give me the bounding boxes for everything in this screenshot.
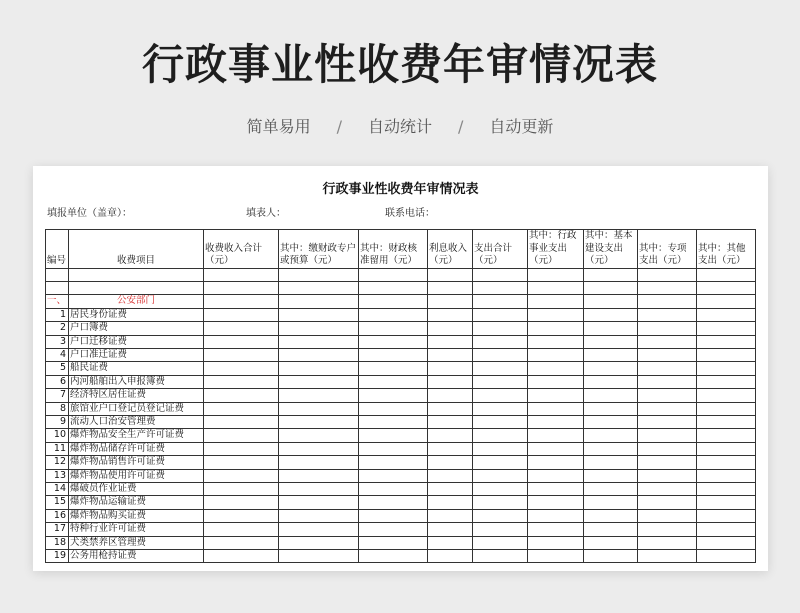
table-cell bbox=[638, 523, 697, 536]
table-cell bbox=[528, 496, 584, 509]
table-cell bbox=[697, 456, 756, 469]
table-row bbox=[46, 429, 756, 442]
table-cell bbox=[279, 429, 359, 442]
table-cell bbox=[359, 523, 428, 536]
feature-easy: 简单易用 bbox=[246, 117, 311, 136]
table-cell bbox=[473, 550, 528, 563]
table-cell bbox=[584, 536, 638, 549]
table-cell bbox=[638, 469, 697, 482]
table-cell bbox=[359, 415, 428, 428]
table-cell bbox=[279, 389, 359, 402]
table-cell bbox=[359, 268, 428, 281]
table-cell bbox=[428, 348, 473, 361]
table-row bbox=[46, 322, 756, 335]
table-cell bbox=[528, 375, 584, 388]
table-cell bbox=[359, 550, 428, 563]
table-row bbox=[46, 362, 756, 375]
table-row bbox=[46, 509, 756, 522]
table-cell bbox=[528, 335, 584, 348]
table-cell bbox=[279, 375, 359, 388]
table-cell bbox=[428, 509, 473, 522]
column-header: 其中：专项支出（元） bbox=[638, 230, 697, 269]
table-cell bbox=[204, 536, 279, 549]
column-header: 其中：其他支出（元） bbox=[697, 230, 756, 269]
table-cell bbox=[359, 375, 428, 388]
row-number: 11 bbox=[46, 442, 69, 455]
page-title: 行政事业性收费年审情况表 bbox=[141, 40, 658, 89]
section-number: 一、 bbox=[46, 295, 69, 308]
row-number: 1 bbox=[46, 308, 69, 321]
column-header: 收费项目 bbox=[69, 230, 204, 269]
table-row bbox=[46, 536, 756, 549]
table-cell bbox=[428, 442, 473, 455]
row-number: 2 bbox=[46, 322, 69, 335]
table-cell bbox=[528, 402, 584, 415]
table-cell bbox=[638, 509, 697, 522]
table-cell bbox=[528, 322, 584, 335]
table-cell bbox=[279, 335, 359, 348]
table-cell bbox=[204, 362, 279, 375]
table-cell bbox=[584, 496, 638, 509]
table-cell bbox=[697, 281, 756, 294]
table-row bbox=[46, 402, 756, 415]
table-cell bbox=[279, 295, 359, 308]
table-cell bbox=[697, 362, 756, 375]
separator: / bbox=[336, 117, 342, 136]
table-cell bbox=[638, 536, 697, 549]
table-row bbox=[46, 375, 756, 388]
table-cell bbox=[428, 536, 473, 549]
table-cell bbox=[697, 429, 756, 442]
table-cell bbox=[584, 469, 638, 482]
table-cell bbox=[528, 308, 584, 321]
table-cell bbox=[697, 482, 756, 495]
table-row bbox=[46, 308, 756, 321]
column-header: 编号 bbox=[46, 230, 69, 269]
table-cell bbox=[204, 295, 279, 308]
table-cell bbox=[697, 389, 756, 402]
table-cell bbox=[528, 268, 584, 281]
fee-item-name: 户口迁移证费 bbox=[69, 335, 204, 348]
table-cell bbox=[279, 281, 359, 294]
table-cell bbox=[473, 268, 528, 281]
table-cell bbox=[204, 496, 279, 509]
table-cell bbox=[204, 348, 279, 361]
table-cell bbox=[473, 322, 528, 335]
table-row bbox=[46, 496, 756, 509]
table-cell bbox=[428, 281, 473, 294]
table-cell bbox=[638, 308, 697, 321]
filler-label: 填表人： bbox=[246, 208, 286, 219]
table-cell bbox=[359, 536, 428, 549]
table-cell bbox=[279, 268, 359, 281]
table-cell bbox=[46, 281, 69, 294]
table-cell bbox=[584, 348, 638, 361]
fee-item-name: 船民证费 bbox=[69, 362, 204, 375]
table-cell bbox=[528, 295, 584, 308]
table-cell bbox=[428, 362, 473, 375]
blank-row bbox=[46, 281, 756, 294]
section-name: 公安部门 bbox=[69, 295, 204, 308]
table-cell bbox=[584, 402, 638, 415]
table-cell bbox=[584, 415, 638, 428]
table-cell bbox=[473, 482, 528, 495]
table-cell bbox=[359, 389, 428, 402]
table-cell bbox=[359, 509, 428, 522]
unit-label: 填报单位（盖章）： bbox=[47, 208, 132, 219]
table-cell bbox=[204, 550, 279, 563]
table-cell bbox=[204, 442, 279, 455]
table-cell bbox=[638, 482, 697, 495]
column-header: 其中：缴财政专户或预算（元） bbox=[279, 230, 359, 269]
fee-item-name: 经济特区居住证费 bbox=[69, 389, 204, 402]
fee-item-name: 户口准迁证费 bbox=[69, 348, 204, 361]
table-cell bbox=[473, 523, 528, 536]
table-row bbox=[46, 550, 756, 563]
fee-item-name: 爆炸物品使用许可证费 bbox=[69, 469, 204, 482]
separator: / bbox=[458, 117, 464, 136]
table-row bbox=[46, 335, 756, 348]
fee-item-name: 犬类禁养区管理费 bbox=[69, 536, 204, 549]
table-cell bbox=[584, 389, 638, 402]
table-row bbox=[46, 348, 756, 361]
table-cell bbox=[584, 362, 638, 375]
table-cell bbox=[473, 389, 528, 402]
table-cell bbox=[359, 469, 428, 482]
table-cell bbox=[584, 523, 638, 536]
table-cell bbox=[473, 429, 528, 442]
table-cell bbox=[638, 429, 697, 442]
table-cell bbox=[638, 281, 697, 294]
table-cell bbox=[528, 509, 584, 522]
fee-item-name: 内河船舶出入申报簿费 bbox=[69, 375, 204, 388]
table-cell bbox=[528, 523, 584, 536]
table-cell bbox=[204, 402, 279, 415]
table-cell bbox=[697, 523, 756, 536]
row-number: 16 bbox=[46, 509, 69, 522]
table-cell bbox=[473, 375, 528, 388]
table-cell bbox=[584, 509, 638, 522]
row-number: 13 bbox=[46, 469, 69, 482]
sheet-title: 行政事业性收费年审情况表 bbox=[322, 182, 479, 197]
table-cell bbox=[279, 442, 359, 455]
table-cell bbox=[473, 362, 528, 375]
table-cell bbox=[204, 268, 279, 281]
table-cell bbox=[638, 389, 697, 402]
table-cell bbox=[428, 308, 473, 321]
phone-label: 联系电话： bbox=[385, 208, 435, 219]
fee-item-name: 爆炸物品安全生产许可证费 bbox=[69, 429, 204, 442]
table-cell bbox=[584, 456, 638, 469]
table-cell bbox=[428, 523, 473, 536]
table-cell bbox=[584, 295, 638, 308]
table-row bbox=[46, 523, 756, 536]
table-cell bbox=[204, 415, 279, 428]
fee-item-name: 爆炸物品销售许可证费 bbox=[69, 456, 204, 469]
table-cell bbox=[473, 415, 528, 428]
table-cell bbox=[528, 429, 584, 442]
table-cell bbox=[638, 295, 697, 308]
fee-item-name: 爆破员作业证费 bbox=[69, 482, 204, 495]
table-cell bbox=[279, 456, 359, 469]
row-number: 18 bbox=[46, 536, 69, 549]
table-cell bbox=[204, 482, 279, 495]
table-cell bbox=[428, 456, 473, 469]
feature-tagline bbox=[0, 114, 800, 137]
table-cell bbox=[473, 536, 528, 549]
table-cell bbox=[473, 308, 528, 321]
table-cell bbox=[697, 442, 756, 455]
table-cell bbox=[204, 375, 279, 388]
row-number: 5 bbox=[46, 362, 69, 375]
table-cell bbox=[697, 469, 756, 482]
table-cell bbox=[204, 523, 279, 536]
table-cell bbox=[204, 335, 279, 348]
table-cell bbox=[279, 348, 359, 361]
fee-item-name: 户口簿费 bbox=[69, 322, 204, 335]
table-cell bbox=[204, 509, 279, 522]
table-cell bbox=[697, 348, 756, 361]
table-cell bbox=[69, 268, 204, 281]
table-cell bbox=[638, 496, 697, 509]
table-cell bbox=[204, 469, 279, 482]
table-cell bbox=[279, 496, 359, 509]
table-cell bbox=[473, 348, 528, 361]
table-cell bbox=[528, 362, 584, 375]
table-cell bbox=[204, 308, 279, 321]
column-header: 其中：行政事业支出（元） bbox=[528, 230, 584, 269]
table-cell bbox=[359, 429, 428, 442]
table-cell bbox=[473, 295, 528, 308]
table-cell bbox=[528, 469, 584, 482]
table-cell bbox=[473, 281, 528, 294]
table-cell bbox=[584, 375, 638, 388]
table-cell bbox=[359, 456, 428, 469]
table-cell bbox=[528, 415, 584, 428]
table-cell bbox=[473, 456, 528, 469]
fee-item-name: 爆炸物品运输证费 bbox=[69, 496, 204, 509]
row-number: 19 bbox=[46, 550, 69, 563]
table-cell bbox=[359, 308, 428, 321]
table-cell bbox=[428, 402, 473, 415]
table-cell bbox=[359, 295, 428, 308]
row-number: 10 bbox=[46, 429, 69, 442]
table-cell bbox=[204, 281, 279, 294]
table-cell bbox=[428, 429, 473, 442]
table-cell bbox=[638, 415, 697, 428]
table-cell bbox=[697, 375, 756, 388]
table-cell bbox=[638, 348, 697, 361]
table-cell bbox=[584, 442, 638, 455]
table-cell bbox=[638, 456, 697, 469]
table-cell bbox=[528, 389, 584, 402]
table-cell bbox=[279, 509, 359, 522]
table-cell bbox=[279, 362, 359, 375]
table-cell bbox=[697, 402, 756, 415]
table-cell bbox=[428, 482, 473, 495]
column-header: 利息收入（元） bbox=[428, 230, 473, 269]
table-cell bbox=[428, 496, 473, 509]
section-row bbox=[46, 295, 756, 308]
table-cell bbox=[204, 429, 279, 442]
table-cell bbox=[46, 268, 69, 281]
header-row bbox=[46, 230, 756, 269]
column-header: 支出合计（元） bbox=[473, 230, 528, 269]
table-cell bbox=[279, 415, 359, 428]
table-cell bbox=[279, 402, 359, 415]
table-cell bbox=[638, 362, 697, 375]
table-cell bbox=[584, 335, 638, 348]
table-cell bbox=[584, 482, 638, 495]
table-cell bbox=[428, 469, 473, 482]
fee-item-name: 公务用枪持证费 bbox=[69, 550, 204, 563]
table-cell bbox=[279, 482, 359, 495]
table-cell bbox=[528, 536, 584, 549]
table-cell bbox=[359, 281, 428, 294]
table-row bbox=[46, 415, 756, 428]
fee-item-name: 特种行业许可证费 bbox=[69, 523, 204, 536]
row-number: 8 bbox=[46, 402, 69, 415]
table-cell bbox=[697, 268, 756, 281]
row-number: 17 bbox=[46, 523, 69, 536]
table-cell bbox=[584, 268, 638, 281]
table-cell bbox=[528, 348, 584, 361]
column-header: 其中：财政核准留用（元） bbox=[359, 230, 428, 269]
table-cell bbox=[473, 469, 528, 482]
table-cell bbox=[204, 456, 279, 469]
feature-auto-update: 自动更新 bbox=[489, 117, 554, 136]
table-cell bbox=[528, 281, 584, 294]
table-row bbox=[46, 456, 756, 469]
table-cell bbox=[697, 509, 756, 522]
row-number: 6 bbox=[46, 375, 69, 388]
table-cell bbox=[204, 322, 279, 335]
table-row bbox=[46, 482, 756, 495]
table-cell bbox=[584, 550, 638, 563]
table-cell bbox=[638, 268, 697, 281]
table-cell bbox=[473, 496, 528, 509]
fee-item-name: 居民身份证费 bbox=[69, 308, 204, 321]
table-cell bbox=[204, 389, 279, 402]
table-row bbox=[46, 442, 756, 455]
table-cell bbox=[697, 496, 756, 509]
table-cell bbox=[697, 308, 756, 321]
table-cell bbox=[638, 335, 697, 348]
column-header: 收费收入合计（元） bbox=[204, 230, 279, 269]
table-row bbox=[46, 389, 756, 402]
feature-auto-stat: 自动统计 bbox=[367, 117, 432, 136]
table-cell bbox=[697, 322, 756, 335]
table-cell bbox=[279, 536, 359, 549]
table-cell bbox=[359, 482, 428, 495]
table-cell bbox=[279, 523, 359, 536]
fee-item-name: 流动人口治安管理费 bbox=[69, 415, 204, 428]
table-cell bbox=[638, 442, 697, 455]
table-cell bbox=[279, 308, 359, 321]
table-cell bbox=[359, 348, 428, 361]
table-cell bbox=[638, 550, 697, 563]
table-cell bbox=[359, 322, 428, 335]
table-cell bbox=[473, 402, 528, 415]
table-cell bbox=[428, 375, 473, 388]
table-cell bbox=[528, 456, 584, 469]
table-cell bbox=[697, 536, 756, 549]
row-number: 15 bbox=[46, 496, 69, 509]
table-cell bbox=[473, 509, 528, 522]
fee-item-name: 爆炸物品购买证费 bbox=[69, 509, 204, 522]
table-cell bbox=[428, 550, 473, 563]
fee-item-name: 爆炸物品储存许可证费 bbox=[69, 442, 204, 455]
table-cell bbox=[584, 308, 638, 321]
table-cell bbox=[279, 322, 359, 335]
table-cell bbox=[638, 402, 697, 415]
blank-row bbox=[46, 268, 756, 281]
table-cell bbox=[528, 550, 584, 563]
row-number: 3 bbox=[46, 335, 69, 348]
column-header: 其中：基本建设支出（元） bbox=[584, 230, 638, 269]
fee-table bbox=[45, 229, 756, 563]
table-cell bbox=[428, 389, 473, 402]
fee-item-name: 旅馆业户口登记员登记证费 bbox=[69, 402, 204, 415]
table-cell bbox=[473, 442, 528, 455]
table-cell bbox=[428, 322, 473, 335]
table-cell bbox=[638, 375, 697, 388]
table-cell bbox=[359, 362, 428, 375]
table-cell bbox=[528, 482, 584, 495]
table-row bbox=[46, 469, 756, 482]
table-cell bbox=[359, 496, 428, 509]
table-cell bbox=[473, 335, 528, 348]
spreadsheet-preview bbox=[33, 166, 768, 571]
table-cell bbox=[697, 335, 756, 348]
table-cell bbox=[528, 442, 584, 455]
table-cell bbox=[584, 281, 638, 294]
table-cell bbox=[279, 469, 359, 482]
table-cell bbox=[428, 415, 473, 428]
table-cell bbox=[584, 322, 638, 335]
table-cell bbox=[359, 335, 428, 348]
table-cell bbox=[279, 550, 359, 563]
table-cell bbox=[697, 415, 756, 428]
row-number: 4 bbox=[46, 348, 69, 361]
table-cell bbox=[428, 335, 473, 348]
table-cell bbox=[638, 322, 697, 335]
table-cell bbox=[359, 442, 428, 455]
row-number: 12 bbox=[46, 456, 69, 469]
table-cell bbox=[697, 295, 756, 308]
row-number: 7 bbox=[46, 389, 69, 402]
table-cell bbox=[584, 429, 638, 442]
table-cell bbox=[69, 281, 204, 294]
table-cell bbox=[359, 402, 428, 415]
table-cell bbox=[697, 550, 756, 563]
row-number: 14 bbox=[46, 482, 69, 495]
row-number: 9 bbox=[46, 415, 69, 428]
table-cell bbox=[428, 268, 473, 281]
table-cell bbox=[428, 295, 473, 308]
